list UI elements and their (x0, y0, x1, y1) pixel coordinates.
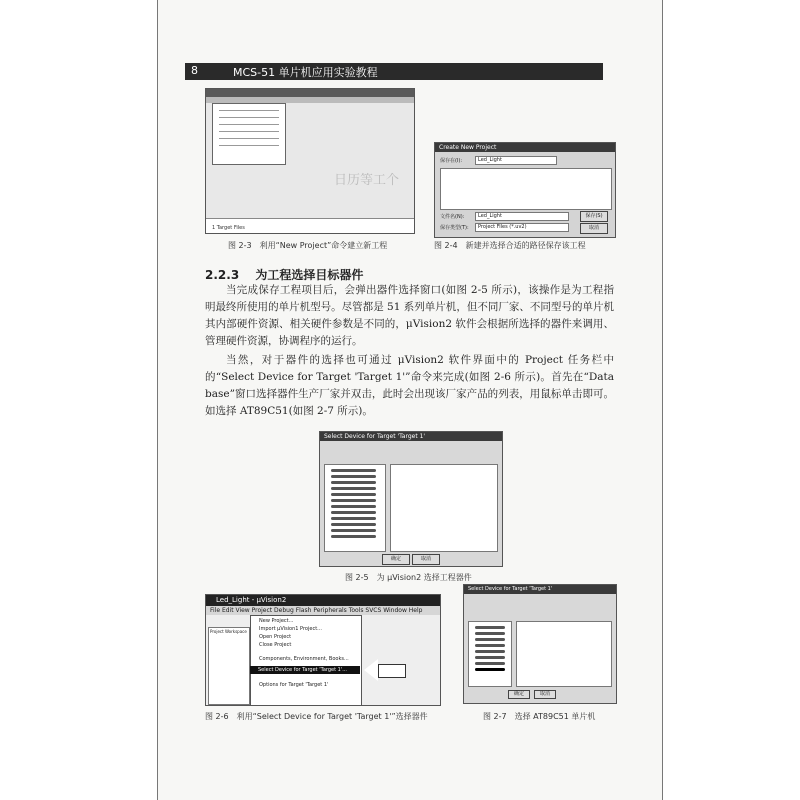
output-panel (206, 218, 414, 233)
pointer-arrow-body (378, 664, 406, 678)
running-header (185, 63, 603, 80)
figure-2-6-caption: 图 2-6 利用“Select Device for Target 'Target 1'”选择器件 (205, 712, 428, 721)
menu-item-highlighted[interactable] (250, 666, 360, 674)
file-list-area[interactable] (440, 168, 612, 210)
book-page (157, 0, 663, 800)
paragraph-2: 当然，对于器件的选择也可通过 μVision2 软件界面中的 Project 任务栏中的“Select Device for Target 'Target 1'”命令来完成(如图 2-6 所示)。首先在“Data base”窗口选择器件生产厂家并双击，此时会出现该厂家产品的列表，用鼠标单击即可。如选择 AT89C51(如图 2-7 所示)。 (205, 354, 614, 417)
workspace-panel (208, 627, 250, 705)
figure-2-4-caption: 图 2-4 新建并选择合适的路径保存该工程 (434, 241, 586, 250)
figure-2-5-caption: 图 2-5 为 μVision2 选择工程器件 (345, 573, 472, 582)
section-number: 2.2.3 (205, 268, 240, 282)
description-box (516, 621, 612, 687)
book-title: MCS-51 单片机应用实验教程 (233, 66, 378, 79)
cancel-button[interactable]: 取消 (412, 554, 440, 565)
filetype-label: 保存类型(T): (440, 225, 469, 231)
workspace-label: Project Workspace (210, 629, 247, 634)
figure-2-3-screenshot (205, 88, 415, 234)
figure-2-4-dialog (434, 142, 616, 238)
page-number: 8 (191, 64, 198, 77)
project-menu-dropdown (250, 615, 362, 706)
dialog-title: Select Device for Target 'Target 1' (464, 585, 616, 594)
dialog-title: Create New Project (435, 143, 615, 152)
cancel-button[interactable]: 取消 (580, 223, 608, 234)
menu-item[interactable]: Components, Environment, Books... (259, 656, 349, 662)
menubar[interactable]: File Edit View Project Debug Flash Peripherals Tools SVCS Window Help (206, 606, 440, 615)
project-menu (212, 103, 286, 165)
paragraph-1: 当完成保存工程项目后，会弹出器件选择窗口(如图 2-5 所示)，该操作是为工程指明最终所使用的单片机型号。尽管都是 51 系列单片机，但不同厂家、不同型号的单片机其内部硬件资源、相关硬件参数是不同的，μVision2 软件会根据所选择的器件来调用、管理硬件资源，协调程序的运行。 (205, 284, 614, 347)
menu-item[interactable]: Open Project (259, 634, 292, 640)
dialog-title: Select Device for Target 'Target 1' (320, 432, 502, 441)
figure-2-5-dialog (319, 431, 503, 567)
save-in-select[interactable]: Led_Light (475, 156, 557, 165)
figure-2-6-screenshot (205, 594, 441, 706)
target-files-tab: 1 Target Files (212, 225, 245, 231)
menu-item[interactable]: Import μVision1 Project... (259, 626, 322, 632)
filename-input[interactable]: Led_Light (475, 212, 569, 221)
filename-label: 文件名(N): (440, 214, 465, 220)
ok-button[interactable]: 确定 (508, 690, 530, 699)
window-title: Led_Light - μVision2 (206, 595, 440, 606)
cancel-button[interactable]: 取消 (534, 690, 556, 699)
figure-2-7-caption: 图 2-7 选择 AT89C51 单片机 (483, 712, 596, 721)
menu-item[interactable]: New Project... (259, 618, 294, 624)
database-tree[interactable] (324, 464, 386, 552)
pointer-arrow-icon (364, 659, 378, 681)
description-box (390, 464, 498, 552)
database-tree[interactable] (468, 621, 512, 687)
figure-2-3-caption: 图 2-3 利用“New Project”命令建立新工程 (228, 241, 388, 250)
menu-item[interactable]: Close Project (259, 642, 292, 648)
save-button[interactable]: 保存(S) (580, 211, 608, 222)
section-title: 为工程选择目标器件 (255, 268, 364, 282)
section-heading (205, 266, 363, 283)
save-in-label: 保存在(I): (440, 158, 463, 164)
menu-item[interactable]: Options for Target 'Target 1' (259, 682, 329, 688)
menubar (206, 89, 414, 97)
filetype-select[interactable]: Project Files (*.uv2) (475, 223, 569, 232)
select-device-menu-item[interactable]: Select Device for Target 'Target 1'... (258, 667, 347, 673)
screen-watermark-text: 日历等工个 (334, 173, 400, 188)
ok-button[interactable]: 确定 (382, 554, 410, 565)
figure-2-7-dialog (463, 584, 617, 704)
